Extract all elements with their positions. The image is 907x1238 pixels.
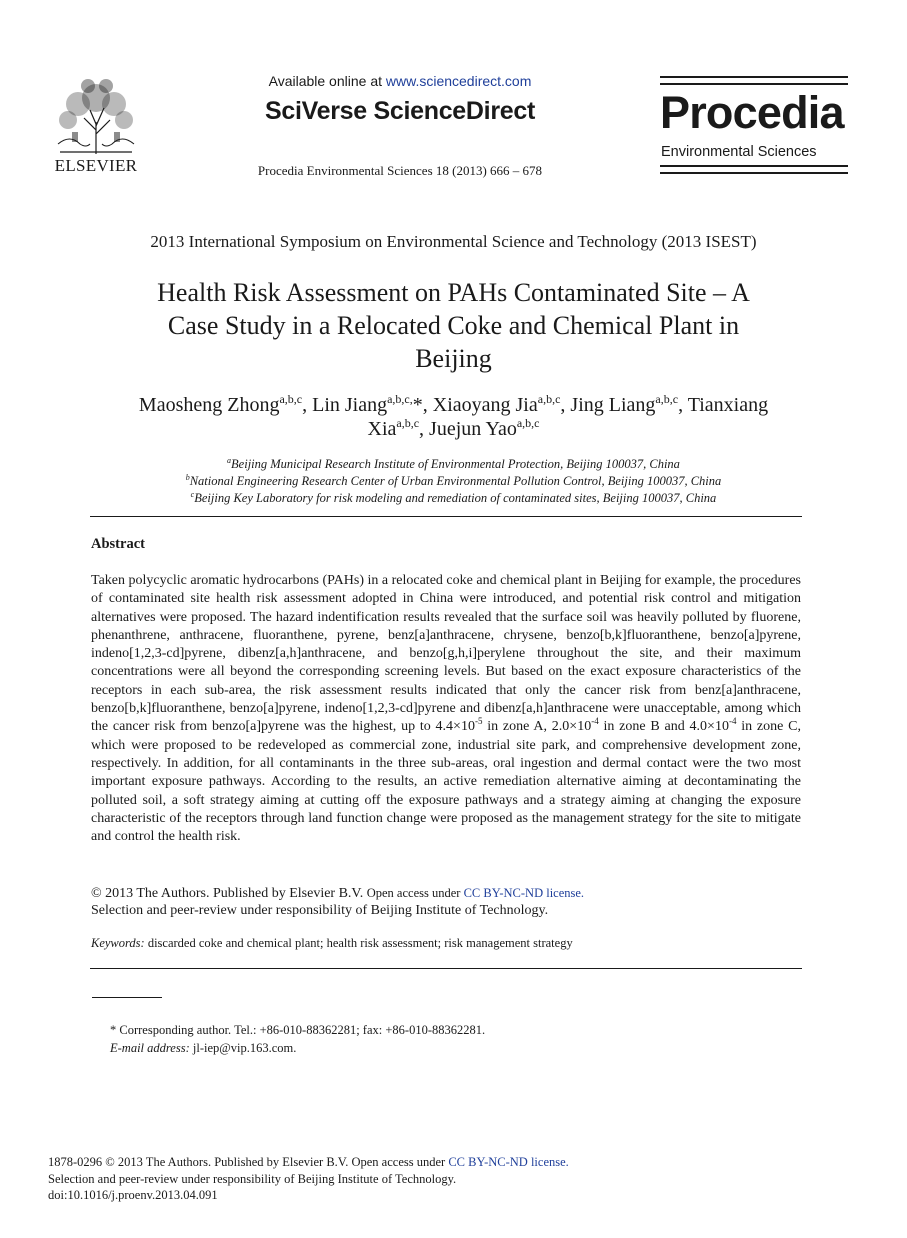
email-label: E-mail address:: [110, 1041, 190, 1055]
abstract-text: Taken polycyclic aromatic hydrocarbons (PAHs) in a relocated coke and chemical plant in Beijing for example, the procedures of contaminated site health risk assessment adopted in China were introduced, and potential risk control and mitigation alternatives were proposed. The hazard indentification results revealed that the surface soil was heavily polluted by fluorene, phenanthrene, anthracene, fluoranthene, pyrene, benz[a]anthracene, chrysene, benzo[b,k]fluoranthene, benzo[a]pyrene, indeno[1,2,3-cd]pyrene, dibenz[a,h]anthracene, and benzo[g,h,i]perylene throughout the site, and their maximum concentrations were all beyond the corresponding screening levels. But based on the exact exposure characteristics of the receptors in each sub-area, the risk assessment results indicated that only the cancer risk from benz[a]anthracene, benzo[b,k]fluoranthene, benzo[a]pyrene, indeno[1,2,3-cd]pyrene and dibenz[a,h]anthracene were unacceptable, among which the cancer risk from benzo[a]pyrene was the highest, up to: [91, 573, 801, 735]
journal-reference: Procedia Environmental Sciences 18 (2013) 666 – 678: [257, 163, 543, 178]
peer-review-statement: Selection and peer-review under responsibility of Beijing Institute of Technology.: [91, 903, 549, 918]
author-affiliation-mark: a,b,c: [279, 392, 303, 406]
corresponding-author-note: * Corresponding author. Tel.: +86-010-88362281; fax: +86-010-88362281.: [110, 1023, 486, 1037]
abstract-text: in zone B and: [598, 719, 690, 735]
risk-value-zone-c: 4.0×10: [689, 719, 729, 735]
copyright-block: [91, 885, 801, 919]
license-link[interactable]: CC BY-NC-ND license.: [463, 886, 585, 900]
author-name: Juejun Yao: [429, 418, 517, 440]
author-affiliation-mark: a,b,c: [537, 392, 561, 406]
author-separator: ,: [302, 394, 313, 416]
footer-license-link[interactable]: CC BY-NC-ND license.: [448, 1155, 569, 1169]
available-online-prefix: Available online at: [268, 73, 386, 89]
risk-value-zone-a: 4.4×10: [435, 719, 475, 735]
author-separator: *,: [412, 394, 433, 416]
paper-title: [90, 276, 817, 375]
author-name: Xia: [367, 418, 397, 440]
risk-exponent: -4: [728, 716, 737, 727]
copyright-text: © 2013 The Authors. Published by Elsevier B.V.: [91, 886, 367, 901]
keywords-label: Keywords:: [91, 936, 145, 950]
abstract-heading: Abstract: [91, 536, 145, 552]
author-name: Maosheng Zhong: [138, 394, 280, 416]
elsevier-wordmark: ELSEVIER: [54, 156, 138, 175]
affiliation-a: [60, 457, 847, 472]
abstract-body: [91, 572, 801, 846]
open-access-text: Open access under: [366, 886, 464, 900]
keywords-text: discarded coke and chemical plant; health risk assessment; risk management strategy: [144, 936, 573, 950]
affiliation-text: National Engineering Research Center of Urban Environmental Pollution Control, Beijing 100037, China: [189, 474, 722, 488]
divider-top: [90, 516, 802, 517]
email-address[interactable]: jl-iep@vip.163.com.: [189, 1041, 297, 1055]
title-line-3: Beijing: [415, 344, 492, 373]
procedia-subtitle: Environmental Sciences: [661, 144, 817, 160]
title-line-2: Case Study in a Relocated Coke and Chemical Plant in: [167, 311, 740, 340]
footer-peer-review: Selection and peer-review under responsibility of Beijing Institute of Technology.: [48, 1171, 457, 1186]
affiliation-mark: c: [190, 490, 195, 499]
footnotes: [110, 1021, 810, 1057]
affiliation-text: Beijing Municipal Research Institute of Environmental Protection, Beijing 100037, China: [231, 457, 680, 471]
sciverse-sciencedirect-logo: SciVerse ScienceDirect: [265, 97, 535, 125]
affiliation-b: [60, 474, 847, 489]
author-affiliation-mark: a,b,c,: [387, 392, 413, 406]
page-footer: [48, 1154, 848, 1204]
author-separator: , Tianxiang: [678, 394, 769, 416]
procedia-logo: [660, 76, 848, 174]
author-affiliation-mark: a,b,c: [396, 416, 420, 430]
footnote-rule: [92, 997, 162, 998]
risk-value-zone-b: 2.0×10: [551, 719, 592, 735]
affiliation-mark: a: [227, 456, 232, 465]
author-list: [88, 393, 819, 441]
author-name: Xiaoyang Jia: [432, 394, 538, 416]
conference-name: 2013 International Symposium on Environmental Science and Technology (2013 ISEST): [150, 232, 757, 251]
procedia-title: Procedia: [660, 87, 844, 138]
abstract-text: in zone A,: [482, 719, 552, 735]
elsevier-tree-logo: [50, 74, 142, 156]
keywords-line: [91, 936, 801, 951]
available-online-line: [240, 73, 560, 89]
author-name: Jing Liang: [570, 394, 656, 416]
risk-exponent: -5: [474, 716, 483, 727]
abstract-text: in zone C, which were proposed to be redeveloped as commercial zone, industrial site park, and comprehensive development zone, respectively. In addition, for all contaminants in the three sub-areas, oral ingestion and dermal contact were the two most important exposure pathways. According to the results, an active remediation alternative aiming at decontaminating the polluted soil, a soft strategy aiming at cutting off the exposure pathways and a strategy aiming at changing the exposure characteristic of the receptors through land function change were proposed as the management strategy for the site to mitigate and control the health risk.: [91, 719, 801, 845]
author-affiliation-mark: a,b,c: [655, 392, 679, 406]
author-name: Lin Jiang: [312, 394, 388, 416]
footer-issn-text: 1878-0296 © 2013 The Authors. Published by Elsevier B.V. Open access under: [48, 1155, 449, 1169]
author-separator: ,: [560, 394, 571, 416]
author-separator: ,: [419, 418, 430, 440]
divider-bottom: [90, 968, 802, 969]
affiliation-text: Beijing Key Laboratory for risk modeling and remediation of contaminated sites, Beijing 100037, China: [194, 491, 717, 505]
affiliation-mark: b: [185, 473, 190, 482]
risk-exponent: -4: [591, 716, 599, 727]
affiliation-c: [60, 491, 847, 506]
sciencedirect-link[interactable]: www.sciencedirect.com: [385, 73, 532, 89]
author-affiliation-mark: a,b,c: [516, 416, 540, 430]
footer-doi[interactable]: doi:10.1016/j.proenv.2013.04.091: [48, 1188, 218, 1202]
title-line-1: Health Risk Assessment on PAHs Contaminated Site – A: [157, 278, 750, 307]
